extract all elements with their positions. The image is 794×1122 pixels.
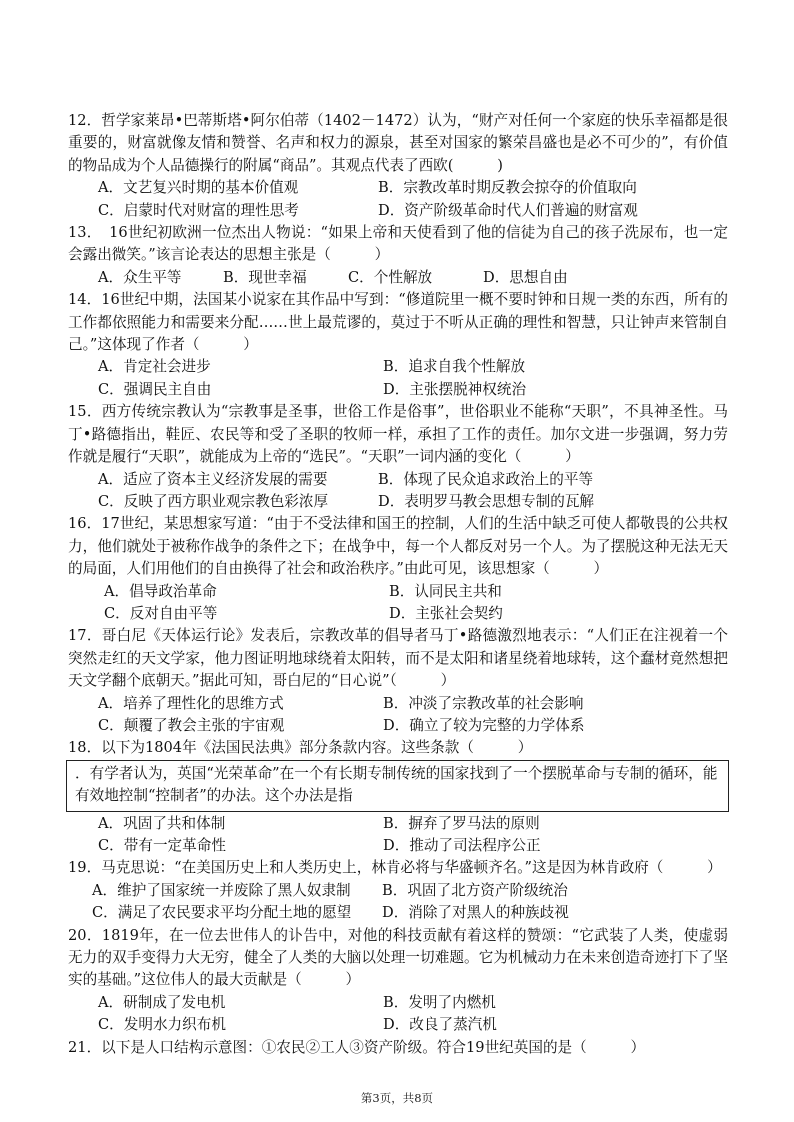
option-a: A．文艺复兴时期的基本价值观 bbox=[98, 179, 299, 197]
question-stem: 14．16世纪中期，法国某小说家在其作品中写到：“修道院里一概不要时钟和日规一类的东西，所有的工作都依照能力和需要来分配……世上最荒谬的，莫过于不听从正确的理性和智慧，只让钟声来管制自己。”这体现了作者（ ） bbox=[68, 291, 728, 354]
options bbox=[68, 356, 728, 401]
options bbox=[68, 267, 728, 289]
question-18 bbox=[68, 737, 728, 857]
option-c: C．启蒙时代对财富的理性思考 bbox=[98, 201, 299, 219]
question-16 bbox=[68, 513, 728, 625]
question-stem: 21．以下是人口结构示意图：①农民②工人③资产阶级。符合19世纪英国的是（ ） bbox=[68, 1038, 646, 1056]
option-b: B．摒弃了罗马法的原则 bbox=[383, 814, 540, 832]
options bbox=[68, 992, 728, 1037]
question-stem: 15．西方传统宗教认为“宗教事是圣事，世俗工作是俗事”，世俗职业不能称“天职”，不具神圣性。马丁•路德指出，鞋匠、农民等和受了圣职的牧师一样，承担了工作的责任。加尔文进一步强调，努力劳作就是履行“天职”，就能成为上帝的“选民”。“天职”一词内涵的变化（ ） bbox=[68, 403, 728, 466]
option-d: D．资产阶级革命时代人们普遍的财富观 bbox=[378, 201, 638, 219]
option-d: D．消除了对黑人的种族歧视 bbox=[382, 904, 569, 922]
options bbox=[68, 693, 728, 738]
question-14 bbox=[68, 289, 728, 401]
option-b: B．发明了内燃机 bbox=[383, 993, 496, 1011]
option-b: B．追求自我个性解放 bbox=[383, 358, 526, 376]
option-c: C．带有一定革命性 bbox=[98, 837, 226, 854]
option-b: B．巩固了北方资产阶级统治 bbox=[382, 881, 568, 899]
option-b: B．现世幸福 bbox=[223, 268, 307, 286]
option-b: B．宗教改革时期反教会掠夺的价值取向 bbox=[378, 179, 637, 197]
option-c: C．反映了西方职业观宗教色彩浓厚 bbox=[98, 492, 329, 510]
question-stem: 12．哲学家莱昂•巴蒂斯塔•阿尔伯蒂（1402－1472）认为，“财产对任何一个家庭的快乐幸福都是很重要的，财富就像友情和赞誉、名声和权力的源泉，甚至对国家的繁荣昌盛也是必不可少的”，有价值的物品成为个人品德操行的附属“商品”。其观点代表了西欧( ) bbox=[68, 112, 728, 174]
options bbox=[68, 469, 728, 514]
question-20 bbox=[68, 925, 728, 1037]
option-a: A．倡导政治革命 bbox=[104, 582, 217, 600]
options bbox=[68, 880, 728, 925]
option-c: C．强调民主自由 bbox=[98, 380, 212, 398]
option-b: B．冲淡了宗教改革的社会影响 bbox=[383, 694, 584, 712]
exam-page bbox=[68, 110, 728, 1059]
option-c: C．满足了农民要求平均分配土地的愿望 bbox=[92, 904, 352, 922]
option-b: B．体现了民众追求政治上的平等 bbox=[378, 470, 594, 488]
option-a: A．维护了国家统一并废除了黑人奴隶制 bbox=[92, 881, 351, 899]
option-b: B．认同民主共和 bbox=[389, 582, 502, 600]
option-a: A．肯定社会进步 bbox=[98, 358, 211, 376]
question-19 bbox=[68, 857, 728, 924]
option-d: D．推动了司法程序公正 bbox=[383, 837, 541, 854]
option-a: A．适应了资本主义经济发展的需要 bbox=[98, 470, 328, 488]
option-c: C．反对自由平等 bbox=[104, 604, 218, 622]
question-stem: 17．哥白尼《天体运行论》发表后，宗教改革的倡导者马丁•路德激烈地表示：“人们正在注视着一个突然走红的天文学家，他力图证明地球绕着太阳转，而不是太阳和诸星绕着地球转，这个蠢材竟然想把天文学翻个底朝天。”据此可知，哥白尼的“日心说”（ ） bbox=[68, 627, 728, 690]
question-12 bbox=[68, 110, 728, 222]
option-a: A．培养了理性化的思维方式 bbox=[98, 694, 284, 712]
question-stem: 16．17世纪，某思想家写道：“由于不受法律和国王的控制，人们的生活中缺乏可使人都敬畏的公共权力，他们就处于被称作战争的条件之下；在战争中，每一个人都反对另一个人。为了摆脱这种无法无天的局面，人们用他们的自由换得了社会和政治秩序。”由此可见，该思想家（ ） bbox=[68, 515, 728, 578]
option-d: D．改良了蒸汽机 bbox=[383, 1016, 497, 1034]
quoted-material-box: ．有学者认为，英国“光荣革命”在一个有长期专制传统的国家找到了一个摆脱革命与专制的循环，能有效地控制“控制者”的办法。这个办法是指 bbox=[66, 760, 729, 812]
option-c: C．颠覆了教会主张的宇宙观 bbox=[98, 716, 285, 734]
question-stem: 13． 16世纪初欧洲一位杰出人物说：“如果上帝和天使看到了他的信徒为自己的孩子洗尿布，也一定会露出微笑。”该言论表达的思想主张是（ ） bbox=[68, 224, 728, 264]
page-footer: 第3页，共8页 bbox=[360, 1091, 434, 1105]
option-c: C．个性解放 bbox=[348, 268, 433, 286]
question-stem: 19．马克思说：“在美国历史上和人类历史上，林肯必将与华盛顿齐名。”这是因为林肯政府（ ） bbox=[68, 859, 722, 877]
option-d: D．确立了较为完整的力学体系 bbox=[383, 716, 585, 734]
option-a: A．巩固了共和体制 bbox=[98, 814, 226, 832]
options bbox=[68, 813, 728, 858]
question-17 bbox=[68, 625, 728, 737]
question-stem: 20．1819年，在一位去世伟人的讣告中，对他的科技贡献有着这样的赞颂：“它武装了人类，使虚弱无力的双手变得力大无穷，健全了人类的大脑以处理一切难题。它为机械动力在未来创造奇迹打下了坚实的基础。”这位伟人的最大贡献是（ ） bbox=[68, 926, 728, 989]
options bbox=[68, 581, 728, 626]
option-c: C．发明水力织布机 bbox=[98, 1016, 226, 1034]
option-a: A．研制成了发电机 bbox=[98, 993, 226, 1011]
option-d: D．思想自由 bbox=[483, 268, 568, 286]
option-d: D．主张社会契约 bbox=[389, 604, 503, 622]
question-13 bbox=[68, 222, 728, 289]
option-d: D．表明罗马教会思想专制的瓦解 bbox=[378, 492, 595, 510]
option-d: D．主张摆脱神权统治 bbox=[383, 380, 527, 398]
options bbox=[68, 177, 728, 222]
question-21 bbox=[68, 1037, 728, 1059]
question-15 bbox=[68, 401, 728, 513]
question-stem: 18．以下为1804年《法国民法典》部分条款内容。这些条款（ ） bbox=[68, 739, 533, 757]
option-a: A．众生平等 bbox=[98, 268, 182, 286]
